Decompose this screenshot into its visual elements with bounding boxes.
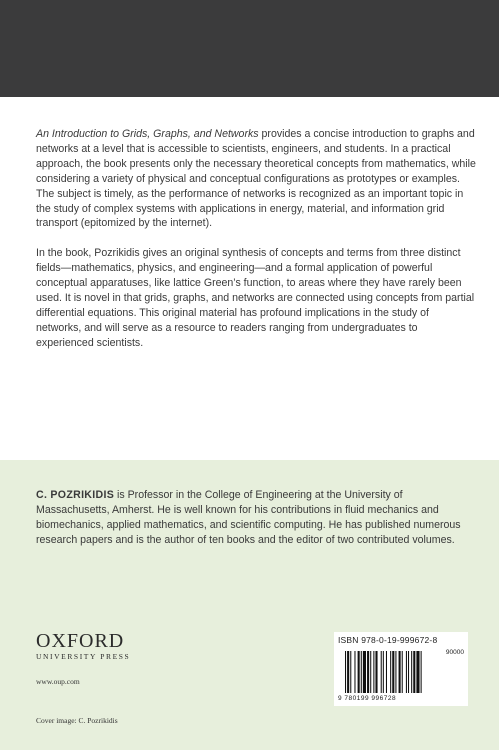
barcode-bar xyxy=(411,651,412,693)
barcode-bars xyxy=(343,651,461,695)
barcode-bar xyxy=(373,651,374,693)
description-paragraph-1 xyxy=(36,127,476,231)
author-name: C. POZRIKIDIS xyxy=(36,489,115,501)
barcode-bar xyxy=(421,651,422,693)
barcode-bar xyxy=(375,651,377,693)
barcode-bar xyxy=(363,651,366,693)
publisher-logo xyxy=(36,631,130,661)
barcode-digits: 9 780199 996728 xyxy=(338,695,397,702)
publisher-name: OXFORD xyxy=(36,630,125,652)
barcode-bar xyxy=(386,651,387,693)
barcode-bar xyxy=(370,651,371,693)
top-color-band xyxy=(0,0,499,97)
barcode-bar xyxy=(350,651,351,693)
book-description xyxy=(36,127,476,366)
book-title: An Introduction to Grids, Graphs, and Networks xyxy=(36,128,259,140)
isbn-label: ISBN 978-0-19-999672-8 xyxy=(338,635,438,645)
barcode-bar xyxy=(408,651,409,693)
author-bio-text: is Professor in the College of Engineering at the University of Massachusetts, Amherst. He is well known for his contributions in fluid mechanics and biomechanics, applied mathematics, and scientific computing. He has published numerous research papers and is the author of ten books and the editor of two contributed volumes. xyxy=(36,489,461,546)
barcode-bar xyxy=(399,651,401,693)
description-paragraph-1-text: provides a concise introduction to graphs and networks at a level that is accessible to scientists, engineers, and students. In a practical approach, the book presents only the necessary theoretical concepts from mathematics, while considering a variety of physical and conceptual configurations as prototypes or examples. The subject is timely, as the performance of networks is recognized as an important topic in the study of complex systems with applications in energy, material, and information grid transport (epitomized by the internet). xyxy=(36,128,476,230)
description-paragraph-2: In the book, Pozrikidis gives an original synthesis of concepts and terms from three distinct fields—mathematics, physics, and engineering—and a formal application of powerful conceptual apparatuses, like lattice Green’s function, to areas where they have rarely been used. It is novel in that grids, graphs, and networks are connected using concepts from partial differential equations. This original material has profound implications in the study of networks, and will serve as a resource to readers ranging from undergraduates to experienced scientists. xyxy=(36,247,475,349)
barcode-bar xyxy=(392,651,394,693)
barcode-bar xyxy=(367,651,369,693)
barcode-bar xyxy=(390,651,391,693)
author-bio xyxy=(36,488,476,548)
cover-credit: Cover image: C. Pozrikidis xyxy=(36,716,118,725)
barcode-bar xyxy=(381,651,382,693)
barcode-bar xyxy=(345,651,346,693)
barcode-bar xyxy=(358,651,360,693)
barcode-bar xyxy=(395,651,396,693)
barcode-bar xyxy=(413,651,415,693)
publisher-subline: UNIVERSITY PRESS xyxy=(36,652,131,661)
barcode-bar xyxy=(402,651,403,693)
barcode-bar xyxy=(416,651,419,693)
publisher-url[interactable]: www.oup.com xyxy=(36,677,80,686)
barcode-bar xyxy=(406,651,407,693)
price-code: 90000 xyxy=(445,649,464,656)
barcode-bar xyxy=(354,651,355,693)
barcode-bar xyxy=(347,651,349,693)
barcode-box xyxy=(334,632,468,706)
barcode-bar xyxy=(361,651,362,693)
barcode-bar xyxy=(383,651,384,693)
